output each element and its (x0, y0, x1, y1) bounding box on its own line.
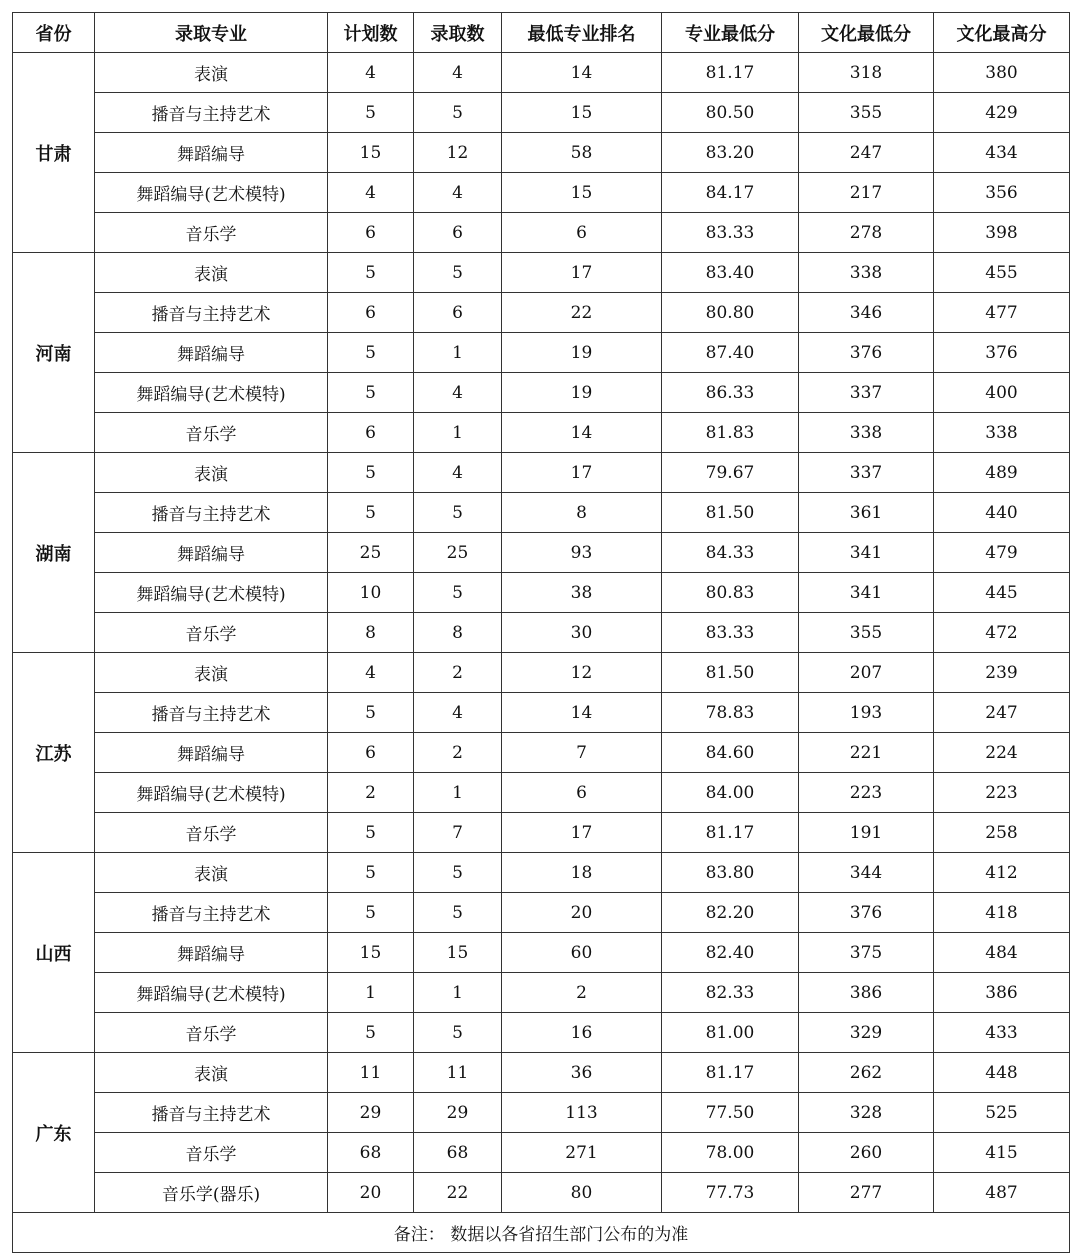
plan-count-cell: 11 (328, 1053, 414, 1093)
table-row (13, 853, 1070, 893)
major-min-score-cell: 84.33 (662, 533, 799, 573)
culture-max-score-cell: 448 (934, 1053, 1070, 1093)
major-min-score-cell: 87.40 (662, 333, 799, 373)
admitted-count-cell: 8 (414, 613, 502, 653)
major-cell: 表演 (95, 253, 328, 293)
province-cell: 山西 (13, 853, 95, 1053)
culture-max-score-cell: 247 (934, 693, 1070, 733)
culture-min-score-cell: 375 (799, 933, 934, 973)
plan-count-cell: 25 (328, 533, 414, 573)
major-min-score-cell: 78.83 (662, 693, 799, 733)
admitted-count-cell: 1 (414, 333, 502, 373)
lowest-rank-cell: 18 (502, 853, 662, 893)
major-min-score-cell: 81.17 (662, 1053, 799, 1093)
major-cell: 播音与主持艺术 (95, 293, 328, 333)
admitted-count-cell: 1 (414, 413, 502, 453)
plan-count-cell: 6 (328, 733, 414, 773)
major-cell: 舞蹈编导 (95, 933, 328, 973)
culture-max-score-cell: 433 (934, 1013, 1070, 1053)
lowest-rank-cell: 6 (502, 213, 662, 253)
major-cell: 播音与主持艺术 (95, 93, 328, 133)
admitted-count-cell: 25 (414, 533, 502, 573)
admitted-count-cell: 6 (414, 293, 502, 333)
culture-max-score-cell: 239 (934, 653, 1070, 693)
lowest-rank-cell: 19 (502, 333, 662, 373)
province-cell: 河南 (13, 253, 95, 453)
culture-max-score-cell: 224 (934, 733, 1070, 773)
plan-count-cell: 2 (328, 773, 414, 813)
major-cell: 舞蹈编导 (95, 333, 328, 373)
culture-max-score-cell: 258 (934, 813, 1070, 853)
major-min-score-cell: 79.67 (662, 453, 799, 493)
lowest-rank-cell: 20 (502, 893, 662, 933)
table-row (13, 1013, 1070, 1053)
plan-count-cell: 20 (328, 1173, 414, 1213)
plan-count-cell: 10 (328, 573, 414, 613)
plan-count-cell: 8 (328, 613, 414, 653)
culture-max-score-cell: 440 (934, 493, 1070, 533)
plan-count-cell: 4 (328, 173, 414, 213)
lowest-rank-cell: 17 (502, 253, 662, 293)
major-cell: 播音与主持艺术 (95, 893, 328, 933)
culture-min-score-cell: 191 (799, 813, 934, 853)
table-row (13, 173, 1070, 213)
lowest-rank-cell: 80 (502, 1173, 662, 1213)
plan-count-cell: 15 (328, 933, 414, 973)
culture-max-score-cell: 376 (934, 333, 1070, 373)
lowest-rank-cell: 16 (502, 1013, 662, 1053)
table-row (13, 93, 1070, 133)
culture-min-score-cell: 338 (799, 413, 934, 453)
culture-min-score-cell: 341 (799, 533, 934, 573)
culture-min-score-cell: 329 (799, 1013, 934, 1053)
admitted-count-cell: 22 (414, 1173, 502, 1213)
major-cell: 舞蹈编导 (95, 733, 328, 773)
major-cell: 音乐学 (95, 213, 328, 253)
admitted-count-cell: 29 (414, 1093, 502, 1133)
note-row (13, 1213, 1070, 1253)
culture-max-score-cell: 415 (934, 1133, 1070, 1173)
admissions-table (12, 12, 1070, 1253)
admitted-count-cell: 1 (414, 973, 502, 1013)
header-plan-count: 计划数 (328, 13, 414, 53)
major-min-score-cell: 82.40 (662, 933, 799, 973)
admitted-count-cell: 1 (414, 773, 502, 813)
plan-count-cell: 5 (328, 333, 414, 373)
culture-max-score-cell: 418 (934, 893, 1070, 933)
header-province: 省份 (13, 13, 95, 53)
admitted-count-cell: 4 (414, 453, 502, 493)
table-row (13, 413, 1070, 453)
admitted-count-cell: 5 (414, 493, 502, 533)
major-min-score-cell: 84.60 (662, 733, 799, 773)
plan-count-cell: 5 (328, 493, 414, 533)
table-row (13, 693, 1070, 733)
major-cell: 音乐学 (95, 813, 328, 853)
admitted-count-cell: 68 (414, 1133, 502, 1173)
major-min-score-cell: 83.33 (662, 213, 799, 253)
culture-max-score-cell: 445 (934, 573, 1070, 613)
culture-max-score-cell: 479 (934, 533, 1070, 573)
major-cell: 播音与主持艺术 (95, 493, 328, 533)
major-min-score-cell: 77.73 (662, 1173, 799, 1213)
lowest-rank-cell: 8 (502, 493, 662, 533)
culture-max-score-cell: 400 (934, 373, 1070, 413)
admitted-count-cell: 5 (414, 893, 502, 933)
culture-max-score-cell: 356 (934, 173, 1070, 213)
admitted-count-cell: 5 (414, 253, 502, 293)
admitted-count-cell: 2 (414, 653, 502, 693)
header-lowest-rank: 最低专业排名 (502, 13, 662, 53)
culture-min-score-cell: 221 (799, 733, 934, 773)
culture-max-score-cell: 429 (934, 93, 1070, 133)
lowest-rank-cell: 7 (502, 733, 662, 773)
table-row (13, 813, 1070, 853)
culture-min-score-cell: 338 (799, 253, 934, 293)
table-row (13, 613, 1070, 653)
major-cell: 表演 (95, 453, 328, 493)
culture-min-score-cell: 344 (799, 853, 934, 893)
lowest-rank-cell: 60 (502, 933, 662, 973)
plan-count-cell: 5 (328, 453, 414, 493)
plan-count-cell: 4 (328, 653, 414, 693)
major-min-score-cell: 81.17 (662, 813, 799, 853)
culture-min-score-cell: 337 (799, 453, 934, 493)
plan-count-cell: 5 (328, 93, 414, 133)
lowest-rank-cell: 12 (502, 653, 662, 693)
admitted-count-cell: 5 (414, 573, 502, 613)
province-cell: 湖南 (13, 453, 95, 653)
plan-count-cell: 5 (328, 1013, 414, 1053)
culture-min-score-cell: 386 (799, 973, 934, 1013)
table-row (13, 933, 1070, 973)
lowest-rank-cell: 30 (502, 613, 662, 653)
major-min-score-cell: 83.20 (662, 133, 799, 173)
province-cell: 江苏 (13, 653, 95, 853)
admitted-count-cell: 5 (414, 93, 502, 133)
major-cell: 表演 (95, 853, 328, 893)
major-min-score-cell: 77.50 (662, 1093, 799, 1133)
header-admitted-count: 录取数 (414, 13, 502, 53)
culture-min-score-cell: 361 (799, 493, 934, 533)
table-body (13, 53, 1070, 1213)
lowest-rank-cell: 6 (502, 773, 662, 813)
major-min-score-cell: 83.33 (662, 613, 799, 653)
culture-min-score-cell: 337 (799, 373, 934, 413)
culture-min-score-cell: 207 (799, 653, 934, 693)
major-cell: 舞蹈编导(艺术模特) (95, 573, 328, 613)
table-row (13, 373, 1070, 413)
table-row (13, 573, 1070, 613)
major-min-score-cell: 81.50 (662, 493, 799, 533)
major-min-score-cell: 82.33 (662, 973, 799, 1013)
major-min-score-cell: 83.40 (662, 253, 799, 293)
major-cell: 舞蹈编导(艺术模特) (95, 173, 328, 213)
culture-max-score-cell: 489 (934, 453, 1070, 493)
major-min-score-cell: 81.17 (662, 53, 799, 93)
table-row (13, 333, 1070, 373)
lowest-rank-cell: 113 (502, 1093, 662, 1133)
major-cell: 舞蹈编导 (95, 533, 328, 573)
culture-max-score-cell: 477 (934, 293, 1070, 333)
plan-count-cell: 6 (328, 293, 414, 333)
culture-max-score-cell: 484 (934, 933, 1070, 973)
culture-min-score-cell: 341 (799, 573, 934, 613)
admitted-count-cell: 15 (414, 933, 502, 973)
plan-count-cell: 5 (328, 813, 414, 853)
culture-max-score-cell: 434 (934, 133, 1070, 173)
plan-count-cell: 5 (328, 253, 414, 293)
major-cell: 播音与主持艺术 (95, 693, 328, 733)
plan-count-cell: 5 (328, 853, 414, 893)
footnote: 备注： 数据以各省招生部门公布的为准 (13, 1213, 1070, 1253)
plan-count-cell: 6 (328, 413, 414, 453)
major-min-score-cell: 86.33 (662, 373, 799, 413)
table-row (13, 1133, 1070, 1173)
lowest-rank-cell: 14 (502, 693, 662, 733)
major-cell: 音乐学 (95, 1133, 328, 1173)
plan-count-cell: 29 (328, 1093, 414, 1133)
lowest-rank-cell: 14 (502, 413, 662, 453)
major-min-score-cell: 82.20 (662, 893, 799, 933)
table-row (13, 453, 1070, 493)
culture-max-score-cell: 525 (934, 1093, 1070, 1133)
major-min-score-cell: 80.80 (662, 293, 799, 333)
header-major-min-score: 专业最低分 (662, 13, 799, 53)
admitted-count-cell: 5 (414, 1013, 502, 1053)
major-cell: 舞蹈编导(艺术模特) (95, 973, 328, 1013)
province-cell: 广东 (13, 1053, 95, 1213)
admitted-count-cell: 4 (414, 173, 502, 213)
culture-min-score-cell: 376 (799, 893, 934, 933)
plan-count-cell: 1 (328, 973, 414, 1013)
table-row (13, 773, 1070, 813)
table-row (13, 893, 1070, 933)
culture-min-score-cell: 355 (799, 93, 934, 133)
lowest-rank-cell: 17 (502, 453, 662, 493)
culture-max-score-cell: 386 (934, 973, 1070, 1013)
table-row (13, 533, 1070, 573)
header-major: 录取专业 (95, 13, 328, 53)
culture-max-score-cell: 455 (934, 253, 1070, 293)
culture-min-score-cell: 278 (799, 213, 934, 253)
plan-count-cell: 15 (328, 133, 414, 173)
province-cell: 甘肃 (13, 53, 95, 253)
major-min-score-cell: 84.17 (662, 173, 799, 213)
header-culture-min-score: 文化最低分 (799, 13, 934, 53)
culture-max-score-cell: 487 (934, 1173, 1070, 1213)
culture-max-score-cell: 380 (934, 53, 1070, 93)
table-row (13, 493, 1070, 533)
plan-count-cell: 4 (328, 53, 414, 93)
lowest-rank-cell: 93 (502, 533, 662, 573)
table-row (13, 293, 1070, 333)
table-row (13, 653, 1070, 693)
culture-max-score-cell: 223 (934, 773, 1070, 813)
culture-min-score-cell: 247 (799, 133, 934, 173)
plan-count-cell: 68 (328, 1133, 414, 1173)
culture-min-score-cell: 277 (799, 1173, 934, 1213)
lowest-rank-cell: 271 (502, 1133, 662, 1173)
culture-min-score-cell: 260 (799, 1133, 934, 1173)
major-cell: 表演 (95, 53, 328, 93)
major-min-score-cell: 80.83 (662, 573, 799, 613)
culture-max-score-cell: 472 (934, 613, 1070, 653)
major-cell: 音乐学 (95, 1013, 328, 1053)
major-min-score-cell: 81.00 (662, 1013, 799, 1053)
admitted-count-cell: 7 (414, 813, 502, 853)
lowest-rank-cell: 15 (502, 93, 662, 133)
admitted-count-cell: 4 (414, 373, 502, 413)
culture-min-score-cell: 193 (799, 693, 934, 733)
culture-min-score-cell: 217 (799, 173, 934, 213)
table-row (13, 1173, 1070, 1213)
culture-min-score-cell: 376 (799, 333, 934, 373)
major-cell: 播音与主持艺术 (95, 1093, 328, 1133)
plan-count-cell: 5 (328, 693, 414, 733)
plan-count-cell: 6 (328, 213, 414, 253)
header-culture-max-score: 文化最高分 (934, 13, 1070, 53)
table-header (13, 13, 1070, 53)
major-cell: 音乐学(器乐) (95, 1173, 328, 1213)
major-min-score-cell: 84.00 (662, 773, 799, 813)
major-cell: 音乐学 (95, 413, 328, 453)
major-cell: 音乐学 (95, 613, 328, 653)
culture-min-score-cell: 223 (799, 773, 934, 813)
lowest-rank-cell: 17 (502, 813, 662, 853)
admitted-count-cell: 4 (414, 53, 502, 93)
lowest-rank-cell: 22 (502, 293, 662, 333)
culture-min-score-cell: 262 (799, 1053, 934, 1093)
lowest-rank-cell: 14 (502, 53, 662, 93)
admitted-count-cell: 5 (414, 853, 502, 893)
lowest-rank-cell: 19 (502, 373, 662, 413)
culture-max-score-cell: 412 (934, 853, 1070, 893)
major-min-score-cell: 78.00 (662, 1133, 799, 1173)
lowest-rank-cell: 58 (502, 133, 662, 173)
table-row (13, 1093, 1070, 1133)
table-row (13, 213, 1070, 253)
lowest-rank-cell: 38 (502, 573, 662, 613)
culture-min-score-cell: 328 (799, 1093, 934, 1133)
culture-max-score-cell: 338 (934, 413, 1070, 453)
plan-count-cell: 5 (328, 893, 414, 933)
admitted-count-cell: 2 (414, 733, 502, 773)
lowest-rank-cell: 36 (502, 1053, 662, 1093)
major-min-score-cell: 81.83 (662, 413, 799, 453)
table-row (13, 733, 1070, 773)
lowest-rank-cell: 15 (502, 173, 662, 213)
table-row (13, 973, 1070, 1013)
lowest-rank-cell: 2 (502, 973, 662, 1013)
table-row (13, 1053, 1070, 1093)
table-row (13, 53, 1070, 93)
table-row (13, 133, 1070, 173)
major-min-score-cell: 81.50 (662, 653, 799, 693)
plan-count-cell: 5 (328, 373, 414, 413)
culture-max-score-cell: 398 (934, 213, 1070, 253)
major-min-score-cell: 83.80 (662, 853, 799, 893)
major-cell: 舞蹈编导(艺术模特) (95, 373, 328, 413)
major-cell: 舞蹈编导 (95, 133, 328, 173)
admitted-count-cell: 11 (414, 1053, 502, 1093)
major-cell: 舞蹈编导(艺术模特) (95, 773, 328, 813)
culture-min-score-cell: 355 (799, 613, 934, 653)
admitted-count-cell: 12 (414, 133, 502, 173)
admitted-count-cell: 6 (414, 213, 502, 253)
admitted-count-cell: 4 (414, 693, 502, 733)
table-row (13, 253, 1070, 293)
culture-min-score-cell: 346 (799, 293, 934, 333)
culture-min-score-cell: 318 (799, 53, 934, 93)
major-cell: 表演 (95, 1053, 328, 1093)
major-min-score-cell: 80.50 (662, 93, 799, 133)
major-cell: 表演 (95, 653, 328, 693)
